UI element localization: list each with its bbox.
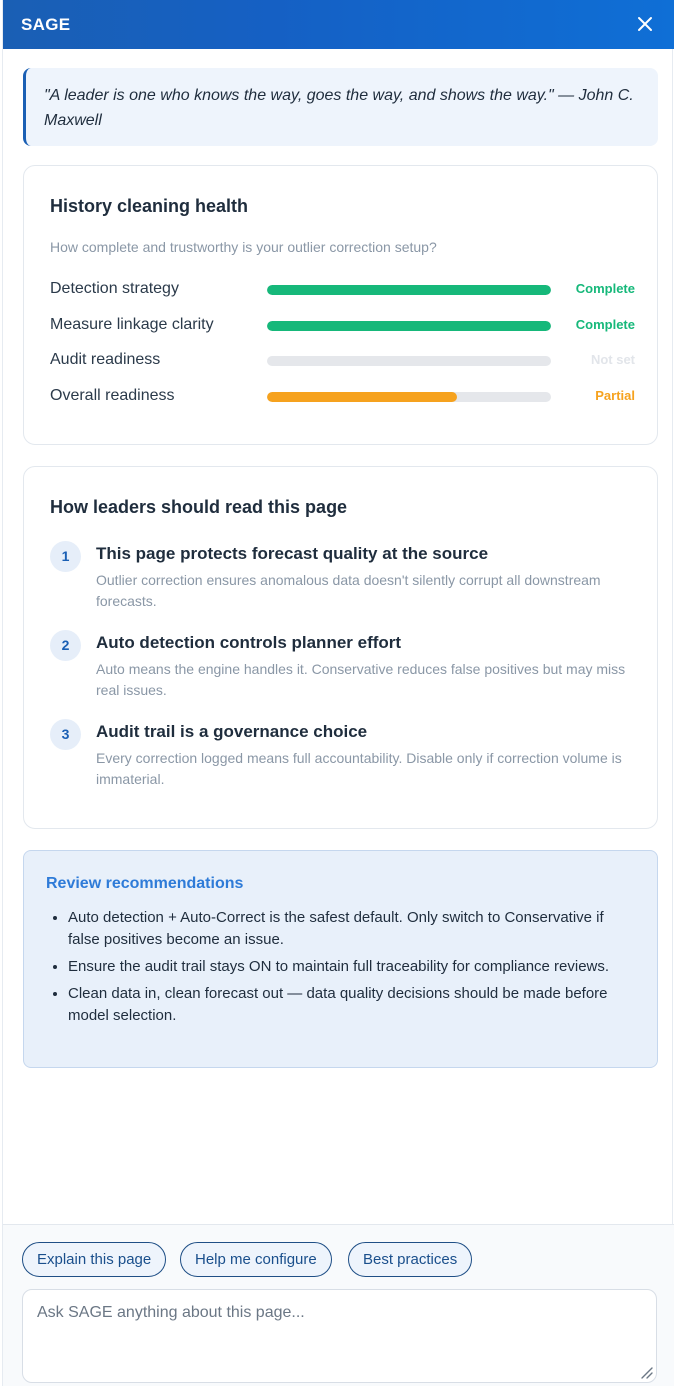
metric-status: Not set [590, 352, 635, 367]
step-description: Auto means the engine handles it. Conservative reduces false positives but may miss real issues. [96, 661, 626, 698]
step-number-badge: 2 [50, 630, 81, 661]
metric-label: Detection strategy [50, 280, 179, 297]
recommendations-list [68, 907, 638, 1032]
step-description: Outlier correction ensures anomalous data doesn't silently corrupt all downstream forecasts. [96, 572, 601, 609]
progress-track [267, 285, 551, 295]
panel-title: SAGE [21, 15, 71, 34]
health-card-title: History cleaning health [50, 196, 249, 216]
step-number-badge: 1 [50, 541, 81, 572]
metric-status: Partial [595, 388, 635, 403]
recommendation-item: • Auto detection + Auto-Correct is the safest default. Only switch to Conservative if false positives become an issue. [68, 907, 638, 951]
review-recommendations-box [23, 850, 658, 1068]
metric-detection-strategy [50, 278, 635, 300]
close-icon[interactable] [635, 14, 655, 34]
progress-track [267, 321, 551, 331]
ask-sage-input[interactable] [22, 1289, 657, 1383]
metric-status: Complete [575, 317, 635, 332]
resize-handle-icon[interactable] [639, 1365, 653, 1379]
metric-label: Audit readiness [50, 351, 161, 368]
guide-card-title: How leaders should read this page [50, 497, 348, 517]
progress-fill [267, 285, 551, 295]
progress-fill [267, 321, 551, 331]
leadership-quote: "A leader is one who knows the way, goes the way, and shows the way." — John C. Maxwell [23, 68, 658, 146]
recommendation-item: • Ensure the audit trail stays ON to maintain full traceability for compliance reviews. [68, 956, 638, 978]
metric-label: Measure linkage clarity [50, 316, 214, 333]
chat-footer [3, 1224, 674, 1386]
history-cleaning-health-card [23, 165, 658, 445]
panel-header [3, 0, 674, 49]
health-card-subtitle: How complete and trustworthy is your outlier correction setup? [50, 239, 437, 255]
metric-status: Complete [575, 281, 635, 296]
metric-overall-readiness [50, 385, 635, 407]
metric-measure-linkage-clarity [50, 314, 635, 336]
step-number-badge: 3 [50, 719, 81, 750]
how-leaders-read-card [23, 466, 658, 829]
metric-label: Overall readiness [50, 387, 175, 404]
best-practices-button[interactable]: Best practices [348, 1242, 472, 1277]
progress-track [267, 356, 551, 366]
step-title: Audit trail is a governance choice [96, 722, 368, 741]
recommendation-item: • Clean data in, clean forecast out — data quality decisions should be made before model selection. [68, 983, 638, 1027]
step-description: Every correction logged means full accountability. Disable only if correction volume is immaterial. [96, 750, 622, 787]
explain-page-button[interactable]: Explain this page [22, 1242, 166, 1277]
recommendations-title: Review recommendations [46, 875, 244, 892]
progress-track [267, 392, 551, 402]
help-configure-button[interactable]: Help me configure [180, 1242, 332, 1277]
step-title: Auto detection controls planner effort [96, 633, 402, 652]
metric-audit-readiness [50, 349, 635, 371]
progress-fill [267, 392, 457, 402]
step-title: This page protects forecast quality at the source [96, 544, 489, 563]
sage-panel [2, 0, 673, 1386]
